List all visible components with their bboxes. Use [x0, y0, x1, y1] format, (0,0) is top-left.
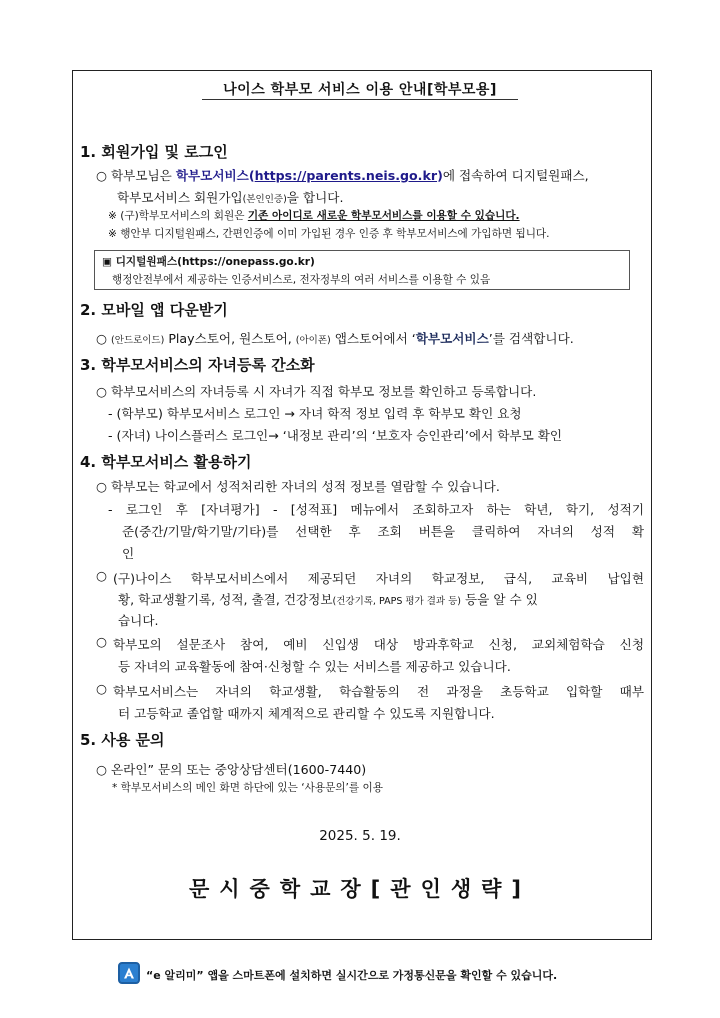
section-4-heading: 4. 학부모서비스 활용하기: [80, 453, 252, 471]
text: ’를 검색합니다.: [488, 331, 574, 346]
section-2-heading: 2. 모바일 앱 다운받기: [80, 301, 228, 319]
text: (본인인증): [242, 194, 287, 205]
section-4-paragraph-1: [96, 476, 500, 495]
bullet: ○: [96, 479, 107, 494]
text: (구)나이스 학부모서비스에서 제공되던 자녀의 학교정보, 급식, 교육비 납입현: [113, 571, 644, 586]
section-4-sub-line-3: 인: [122, 546, 135, 561]
bullet: ○: [96, 384, 107, 399]
text: (: [248, 168, 255, 183]
bullet: ○: [96, 681, 107, 696]
parents-neis-link[interactable]: https://parents.neis.go.kr: [254, 168, 438, 183]
section-3-line-1: [96, 381, 536, 400]
section-1-heading: 1. 회원가입 및 로그인: [80, 143, 228, 161]
text: ※ (구)학부모서비스의 회원은: [108, 210, 248, 222]
service-name: 학부모서비스: [175, 168, 249, 183]
bullet: ○: [96, 634, 107, 649]
section-4-paragraph-3-line-1: [96, 634, 644, 653]
text: Play스토어, 원스토어,: [164, 331, 296, 346]
text: 학부모서비스의 자녀등록 시 자녀가 직접 학부모 정보를 확인하고 등록합니다.: [111, 384, 537, 399]
text: 학부모의 설문조사 참여, 예비 신입생 대상 방과후학교 신청, 교외체험학습 신청: [113, 637, 644, 652]
e-alimi-app-icon: [118, 962, 140, 984]
onepass-box-description: 행정안전부에서 제공하는 인증서비스로, 전자정부의 여러 서비스를 이용할 수 있음: [112, 274, 491, 286]
bullet: ○: [96, 568, 107, 583]
section-4-sub-line-2: 준(중간/기말/학기말/기타)를 선택한 후 조회 버튼을 클릭하여 자녀의 성적 확: [122, 524, 644, 539]
footer-text: “e 알리미” 앱을 스마트폰에 설치하면 실시간으로 가정통신문을 확인할 수 있습니다.: [146, 969, 558, 982]
section-4-paragraph-3-line-2: 등 자녀의 교육활동에 참여·신청할 수 있는 서비스를 제공하고 있습니다.: [118, 659, 511, 674]
section-3-heading: 3. 학부모서비스의 자녀등록 간소화: [80, 356, 315, 374]
principal-signature: 문시중학교장[관인생략]: [188, 877, 532, 901]
text: 학부모서비스 회원가입: [117, 190, 243, 205]
bullet: ○: [96, 762, 107, 777]
section-3-line-3: - (자녀) 나이스플러스 로그인→ ‘내정보 관리’의 ‘보호자 승인관리’에서 학부모 확인: [108, 428, 563, 443]
document-date: 2025. 5. 19.: [319, 828, 401, 844]
section-4-paragraph-2-line-2: [118, 589, 538, 608]
text: 학부모서비스는 자녀의 학교생활, 학습활동의 전 과정을 초등학교 입학할 때부: [113, 684, 644, 699]
section-4-paragraph-2-line-1: [96, 568, 644, 587]
section-5-line: [96, 759, 366, 778]
section-2-paragraph: [96, 328, 574, 347]
section-4-paragraph-2-line-3: 습니다.: [118, 613, 159, 628]
text: 에 접속하여 디지털원패스,: [442, 168, 589, 183]
text: (안드로이드): [111, 335, 165, 346]
text: 기존 아이디로 새로운 학부모서비스를 이용할 수 있습니다.: [247, 210, 520, 222]
text: 을 합니다.: [286, 190, 344, 205]
text: 앱스토어에서 ‘: [330, 331, 416, 346]
title-underline: [202, 99, 518, 100]
text: 온라인” 문의 또는 중앙상담센터(1600-7440): [111, 762, 367, 777]
section-5-note: * 학부모서비스의 메인 화면 하단에 있는 ‘사용문의’를 이용: [112, 782, 383, 794]
section-4-paragraph-4-line-2: 터 고등학교 졸업할 때까지 체계적으로 관리할 수 있도록 지원합니다.: [118, 706, 495, 721]
app-name: 학부모서비스: [415, 331, 489, 346]
section-1-paragraph-line-2: [117, 187, 343, 206]
section-1-note-1: [108, 208, 520, 223]
section-5-heading: 5. 사용 문의: [80, 731, 165, 749]
text: ): [437, 168, 443, 183]
text: (아이폰): [295, 335, 331, 346]
section-4-sub-line-1: - 로그인 후 [자녀평가] - [성적표] 메뉴에서 조회하고자 하는 학년, 학기, 성적기: [108, 502, 644, 517]
text: 등을 알 수 있: [461, 592, 538, 607]
text: 학부모님은: [111, 168, 176, 183]
page-title: 나이스 학부모 서비스 이용 안내[학부모용]: [223, 82, 497, 98]
text: 황, 학교생활기록, 성적, 출결, 건강정보: [118, 592, 333, 607]
text: (건강기록, PAPS 평가 결과 등): [332, 596, 461, 607]
text: 학부모는 학교에서 성적처리한 자녀의 성적 정보를 열람할 수 있습니다.: [111, 479, 500, 494]
section-1-paragraph-line-1: [96, 165, 589, 184]
bullet: ○: [96, 168, 107, 183]
section-3-line-2: - (학부모) 학부모서비스 로그인 → 자녀 학적 정보 입력 후 학부모 확인 요청: [108, 406, 522, 421]
section-4-paragraph-4-line-1: [96, 681, 644, 700]
section-1-note-2: ※ 행안부 디지털원패스, 간편인증에 이미 가입된 경우 인증 후 학부모서비스에 가입하면 됩니다.: [108, 228, 550, 240]
bullet: ○: [96, 331, 107, 346]
onepass-box-title: ▣ 디지털원패스(https://onepass.go.kr): [102, 256, 315, 268]
